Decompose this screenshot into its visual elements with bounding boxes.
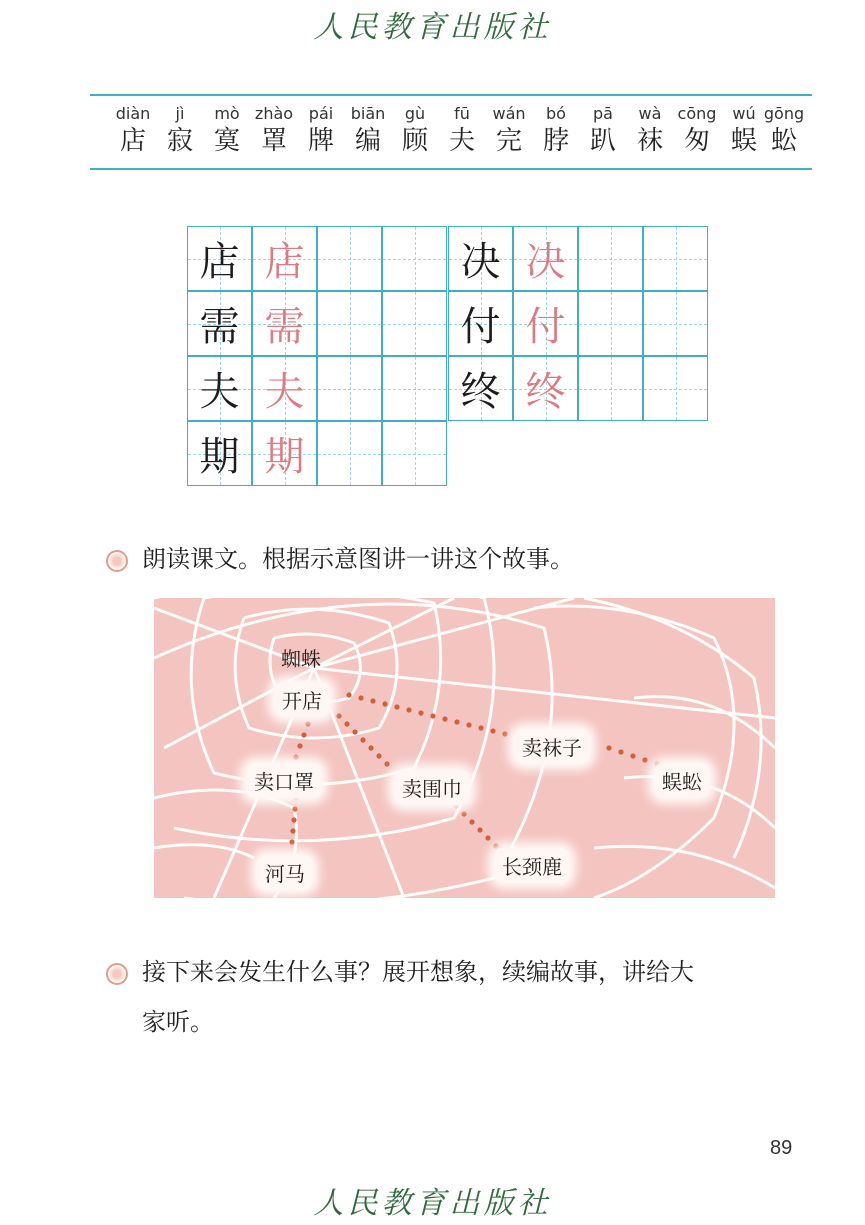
vocab-item — [389, 104, 441, 158]
practice-cell — [643, 291, 708, 356]
node-sell-scarf: 卖围巾 — [394, 770, 470, 805]
node-sell-socks: 卖袜子 — [514, 729, 590, 764]
hanzi: 牌 — [307, 126, 334, 156]
hanzi: 编 — [354, 126, 381, 156]
trace-char-cell — [513, 356, 578, 421]
model-char: 店 — [199, 239, 240, 285]
story-diagram — [154, 598, 775, 898]
practice-cell — [382, 291, 447, 356]
model-char-cell — [187, 226, 252, 291]
trace-char: 夫 — [264, 369, 305, 415]
trace-char: 终 — [525, 369, 566, 415]
hanzi: 蜈 — [730, 126, 757, 156]
hanzi: 顾 — [401, 126, 428, 156]
hanzi: 寂 — [166, 126, 193, 156]
trace-char: 期 — [264, 434, 305, 480]
pinyin: gōng — [763, 104, 805, 123]
practice-cell — [578, 291, 643, 356]
pinyin: fū — [454, 104, 470, 123]
instruction-retell: 朗读课文。根据示意图讲一讲这个故事。 — [142, 545, 574, 573]
hanzi: 完 — [495, 126, 522, 156]
model-char: 夫 — [199, 369, 240, 415]
hanzi: 袜 — [636, 126, 663, 156]
practice-cell — [382, 421, 447, 486]
practice-cell — [317, 421, 382, 486]
node-giraffe: 长颈鹿 — [494, 848, 570, 883]
hanzi: 寞 — [213, 126, 240, 156]
pinyin: gù — [404, 104, 426, 123]
trace-char: 决 — [525, 239, 566, 285]
bullet-icon — [106, 963, 128, 985]
hanzi: 夫 — [448, 126, 475, 156]
bullet-icon — [106, 550, 128, 572]
trace-char: 需 — [264, 304, 305, 350]
trace-char-cell — [252, 421, 317, 486]
node-open-shop: 开店 — [274, 682, 330, 717]
node-spider: 蜘蛛 — [281, 647, 321, 671]
vocab-item — [624, 104, 676, 158]
vocab-item — [201, 104, 253, 158]
vocab-item — [530, 104, 582, 158]
node-sell-mask: 卖口罩 — [246, 763, 322, 798]
vocab-item — [577, 104, 629, 158]
practice-cell — [382, 356, 447, 421]
pinyin: pā — [593, 104, 613, 123]
pinyin: biān — [350, 104, 386, 123]
publisher-logo-bottom: 人民教育出版社 — [313, 1186, 552, 1221]
practice-cell — [317, 356, 382, 421]
vocab-item — [436, 104, 488, 158]
page-number: 89 — [770, 1137, 793, 1159]
trace-char-cell — [513, 226, 578, 291]
vocab-item — [671, 104, 723, 158]
model-char: 决 — [460, 239, 501, 285]
practice-cell — [643, 356, 708, 421]
pinyin: mò — [214, 104, 240, 123]
pinyin: cōng — [677, 104, 717, 123]
vocab-item — [758, 104, 810, 158]
hanzi: 蚣 — [770, 126, 797, 156]
pinyin: pái — [308, 104, 334, 123]
hanzi: 店 — [119, 126, 146, 156]
hanzi: 脖 — [542, 126, 569, 156]
node-hippo: 河马 — [257, 855, 313, 890]
node-centipede: 蜈蚣 — [654, 763, 710, 798]
pinyin: jì — [175, 104, 185, 123]
instruction-continue-line1: 接下来会发生什么事？展开想象，续编故事，讲给大 — [142, 958, 694, 986]
trace-char-cell — [252, 356, 317, 421]
pinyin: zhào — [254, 104, 294, 123]
vocab-item — [295, 104, 347, 158]
practice-cell — [578, 226, 643, 291]
model-char: 期 — [199, 434, 240, 480]
instruction-continue-line2: 家听。 — [142, 1008, 214, 1036]
practice-cell — [578, 356, 643, 421]
vocab-band — [90, 94, 812, 170]
vocab-item — [107, 104, 159, 158]
vocab-item — [154, 104, 206, 158]
practice-cell — [382, 226, 447, 291]
pinyin: wú — [732, 104, 756, 123]
model-char: 终 — [460, 369, 501, 415]
trace-char-cell — [252, 226, 317, 291]
model-char-cell — [448, 356, 513, 421]
hanzi: 罩 — [260, 126, 287, 156]
model-char-cell — [187, 291, 252, 356]
model-char: 需 — [199, 304, 240, 350]
model-char-cell — [448, 291, 513, 356]
practice-cell — [643, 226, 708, 291]
pinyin: wán — [492, 104, 526, 123]
practice-cell — [317, 226, 382, 291]
pinyin: bó — [546, 104, 566, 123]
hanzi: 趴 — [589, 126, 616, 156]
publisher-logo-top: 人民教育出版社 — [313, 10, 552, 45]
model-char-cell — [187, 356, 252, 421]
model-char-cell — [448, 226, 513, 291]
pinyin: diàn — [115, 104, 151, 123]
practice-cell — [317, 291, 382, 356]
trace-char: 付 — [525, 304, 566, 350]
spider-web-icon — [154, 598, 775, 898]
pinyin: wà — [638, 104, 662, 123]
model-char: 付 — [460, 304, 501, 350]
trace-char-cell — [513, 291, 578, 356]
trace-char-cell — [252, 291, 317, 356]
trace-char: 店 — [264, 239, 305, 285]
vocab-item — [248, 104, 300, 158]
hanzi: 匆 — [683, 126, 710, 156]
vocab-item — [342, 104, 394, 158]
model-char-cell — [187, 421, 252, 486]
vocab-item — [483, 104, 535, 158]
